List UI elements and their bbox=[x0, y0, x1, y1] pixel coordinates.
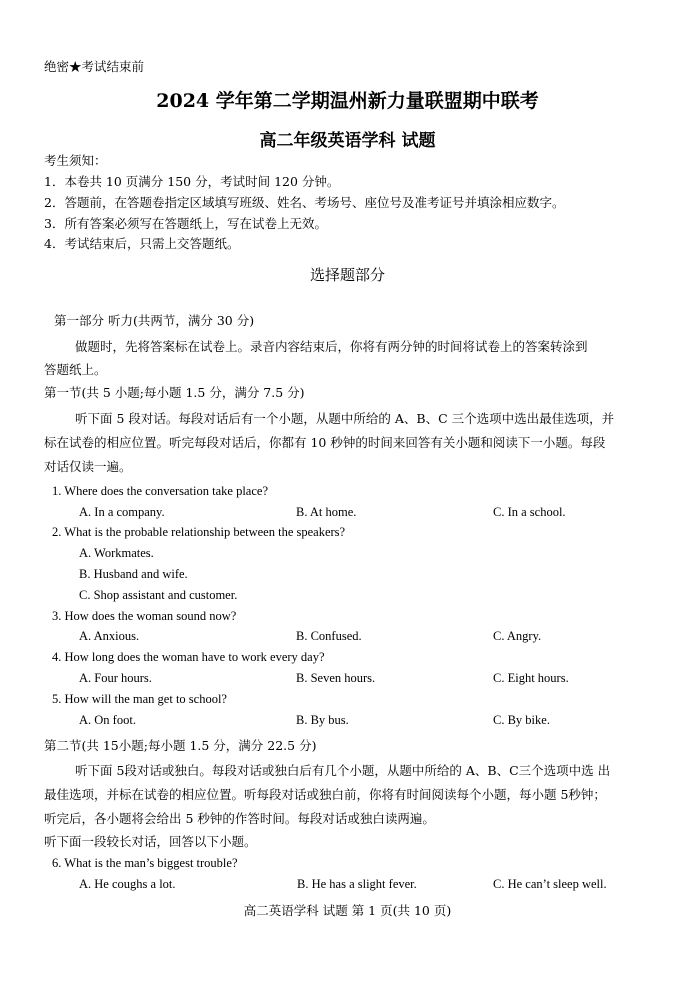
notice-item: 2．答题前，在答题卷指定区域填写班级、姓名、考场号、座位号及准考证号并填涂相应数字。 bbox=[44, 195, 565, 210]
sec2-instructions: 听下面一段较长对话，回答以下小题。 bbox=[44, 834, 257, 849]
option-a: A. He coughs a lot. bbox=[79, 877, 176, 891]
question-4: 4. How long does the woman have to work every day? bbox=[52, 650, 325, 664]
section-title: 选择题部分 bbox=[309, 266, 385, 284]
option-c: C. He can’t sleep well. bbox=[493, 877, 607, 891]
sec2-instructions: 最佳选项，并标在试卷的相应位置。听每段对话或独白前，你将有时间阅读每个小题，每小题 5秒钟； bbox=[44, 787, 606, 802]
option-b: B. Husband and wife. bbox=[79, 567, 188, 581]
exam-title: 2024 学年第二学期温州新力量联盟期中联考 bbox=[156, 90, 539, 112]
option-c: C. Eight hours. bbox=[493, 671, 569, 685]
part1-intro: 答题纸上。 bbox=[44, 362, 107, 377]
option-b: B. Seven hours. bbox=[296, 671, 376, 685]
part1-intro: 做题时，先将答案标在试卷上。录音内容结束后，你将有两分钟的时间将试卷上的答案转涂到 bbox=[75, 339, 588, 354]
question-3: 3. How does the woman sound now? bbox=[52, 609, 237, 623]
question-5: 5. How will the man get to school? bbox=[52, 692, 227, 706]
option-c: C. In a school. bbox=[493, 505, 566, 519]
question-1: 1. Where does the conversation take place? bbox=[52, 484, 268, 498]
question-2: 2. What is the probable relationship between the speakers? bbox=[52, 525, 346, 539]
notice-item: 1．本卷共 10 页满分 150 分，考试时间 120 分钟。 bbox=[44, 174, 340, 189]
sec2-instructions: 听下面 5段对话或独白。每段对话或独白后有几个小题，从题中所给的 A、B、C三个选项中选 出 bbox=[75, 763, 611, 778]
option-a: A. In a company. bbox=[79, 505, 165, 519]
notice-item: 3．所有答案必须写在答题纸上，写在试卷上无效。 bbox=[44, 216, 327, 231]
option-c: C. Shop assistant and customer. bbox=[79, 588, 238, 602]
option-a: A. Workmates. bbox=[79, 546, 154, 560]
option-b: B. By bus. bbox=[296, 713, 349, 727]
option-a: A. Anxious. bbox=[79, 629, 140, 643]
sec1-instructions: 标在试卷的相应位置。听完每段对话后，你都有 10 秒钟的时间来回答有关小题和阅读下一小题。每段 bbox=[44, 435, 606, 450]
notice-heading: 考生须知： bbox=[44, 153, 107, 168]
sec1-heading: 第一节(共 5 小题;每小题 1.5 分，满分 7.5 分) bbox=[44, 385, 305, 400]
sec2-heading: 第二节(共 15小题;每小题 1.5 分，满分 22.5 分) bbox=[44, 738, 317, 753]
option-a: A. On foot. bbox=[79, 713, 136, 727]
sec1-instructions: 对话仅读一遍。 bbox=[44, 459, 132, 474]
option-b: B. At home. bbox=[296, 505, 357, 519]
part1-heading: 第一部分 听力(共两节，满分 30 分) bbox=[54, 313, 255, 328]
option-b: B. He has a slight fever. bbox=[297, 877, 417, 891]
option-a: A. Four hours. bbox=[79, 671, 152, 685]
sec1-instructions: 听下面 5 段对话。每段对话后有一个小题，从题中所给的 A、B、C 三个选项中选出最佳选项，并 bbox=[75, 411, 615, 426]
option-b: B. Confused. bbox=[296, 629, 362, 643]
secret-label: 绝密★考试结束前 bbox=[44, 59, 145, 74]
option-c: C. By bike. bbox=[493, 713, 550, 727]
question-6: 6. What is the man’s biggest trouble? bbox=[52, 856, 238, 870]
sec2-instructions: 听完后，各小题将会给出 5 秒钟的作答时间。每段对话或独白读两遍。 bbox=[44, 811, 435, 826]
exam-subtitle: 高二年级英语学科 试题 bbox=[259, 131, 436, 151]
notice-item: 4．考试结束后，只需上交答题纸。 bbox=[44, 236, 240, 251]
option-c: C. Angry. bbox=[493, 629, 542, 643]
page-footer: 高二英语学科 试题 第 1 页(共 10 页) bbox=[243, 903, 452, 918]
